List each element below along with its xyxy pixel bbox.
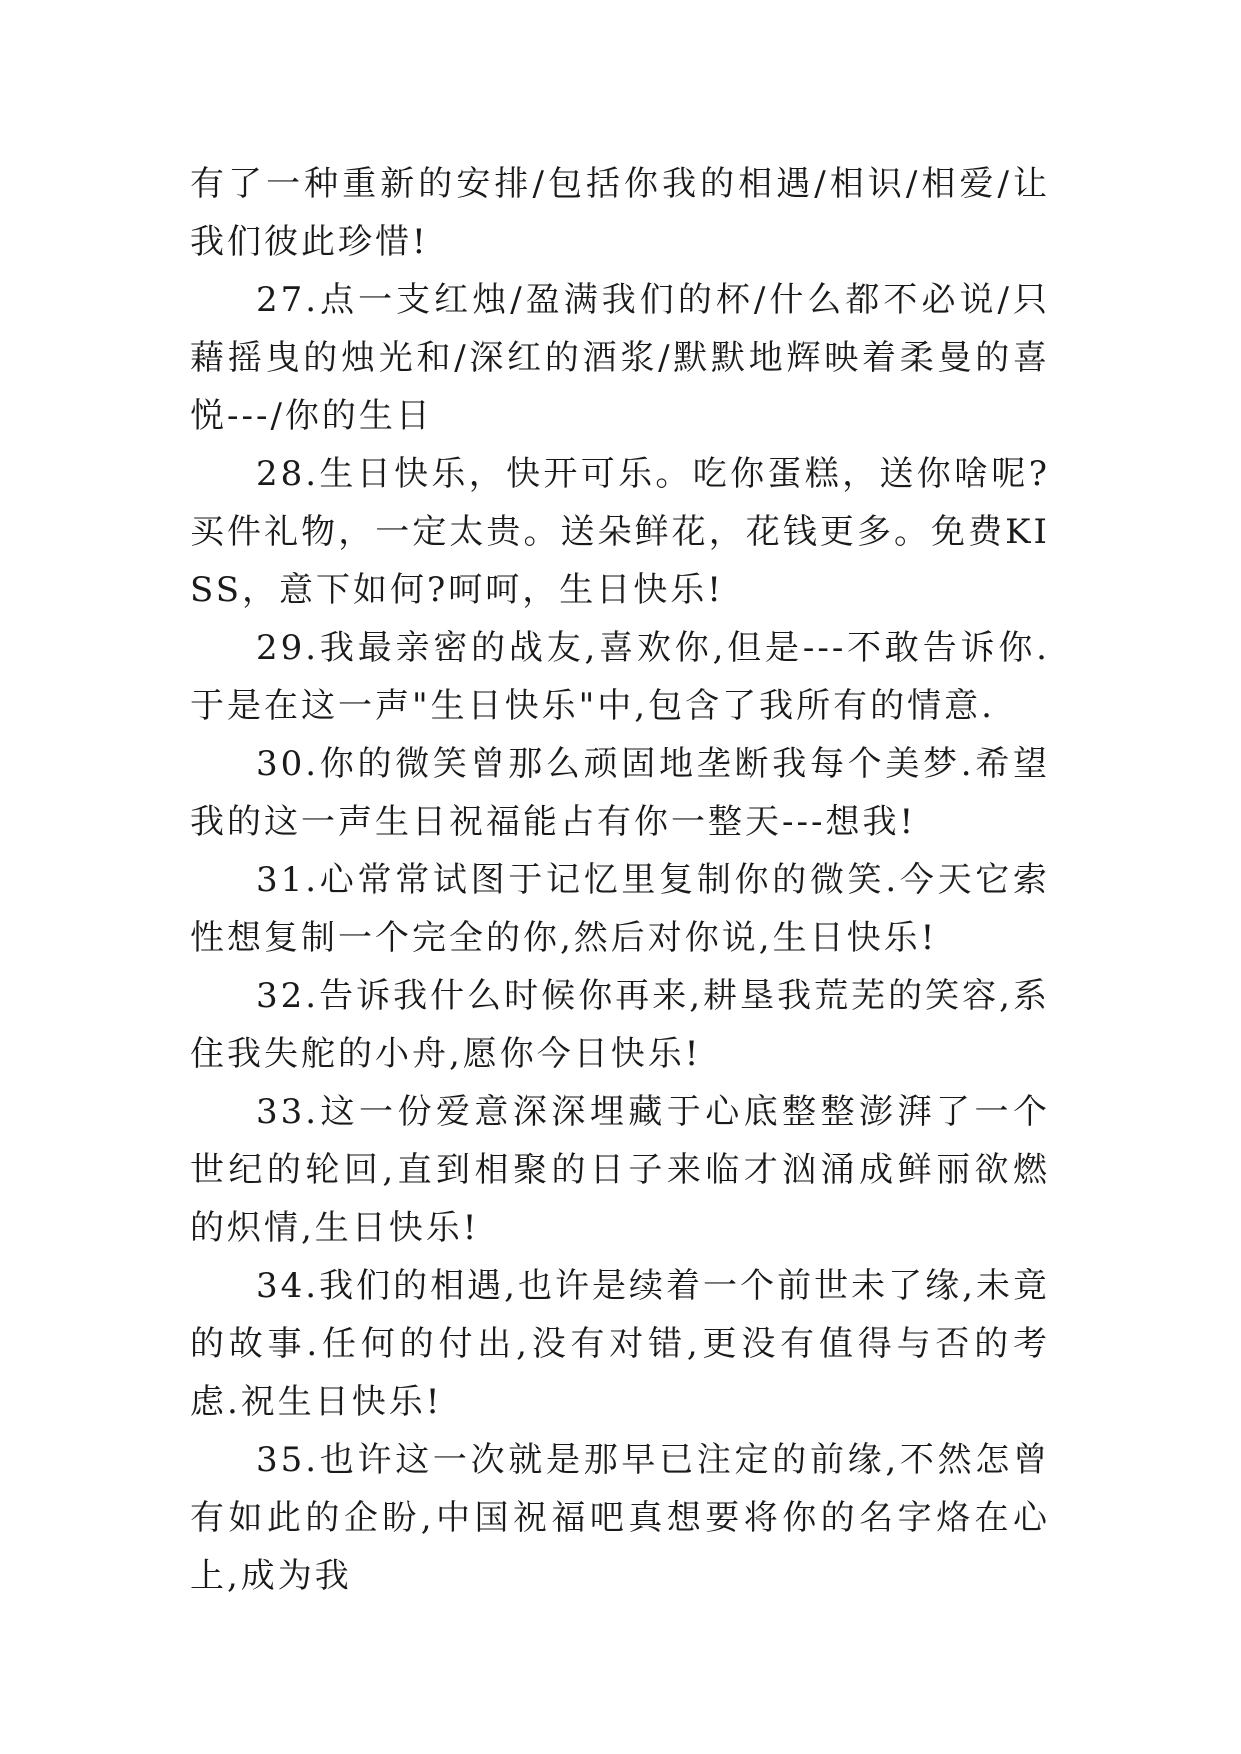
paragraph-30: 30.你的微笑曾那么顽固地垄断我每个美梦.希望我的这一声生日祝福能占有你一整天---想我! [190,744,1050,842]
paragraph-31: 31.心常常试图于记忆里复制你的微笑.今天它索性想复制一个完全的你,然后对你说,生日快乐! [190,860,1050,958]
paragraph-33: 33.这一份爱意深深埋藏于心底整整澎湃了一个世纪的轮回,直到相聚的日子来临才汹涌成鲜丽欲燃的炽情,生日快乐! [190,1092,1050,1248]
document-body [190,155,1050,1605]
paragraph-27: 27.点一支红烛/盈满我们的杯/什么都不必说/只藉摇曳的烛光和/深红的酒浆/默默地辉映着柔曼的喜悦---/你的生日 [190,280,1050,436]
paragraph-35: 35.也许这一次就是那早已注定的前缘,不然怎曾有如此的企盼,中国祝福吧真想要将你的名字烙在心上,成为我 [190,1440,1050,1596]
paragraph-28: 28.生日快乐，快开可乐。吃你蛋糕，送你啥呢?买件礼物，一定太贵。送朵鲜花，花钱更多。免费KISS，意下如何?呵呵，生日快乐! [190,454,1050,610]
paragraph-29: 29.我最亲密的战友,喜欢你,但是---不敢告诉你.于是在这一声"生日快乐"中,包含了我所有的情意. [190,628,1050,726]
paragraph-26-continuation: 有了一种重新的安排/包括你我的相遇/相识/相爱/让我们彼此珍惜! [190,164,1050,262]
paragraph-34: 34.我们的相遇,也许是续着一个前世未了缘,未竟的故事.任何的付出,没有对错,更没有值得与否的考虑.祝生日快乐! [190,1266,1050,1422]
paragraph-32: 32.告诉我什么时候你再来,耕垦我荒芜的笑容,系住我失舵的小舟,愿你今日快乐! [190,976,1050,1074]
